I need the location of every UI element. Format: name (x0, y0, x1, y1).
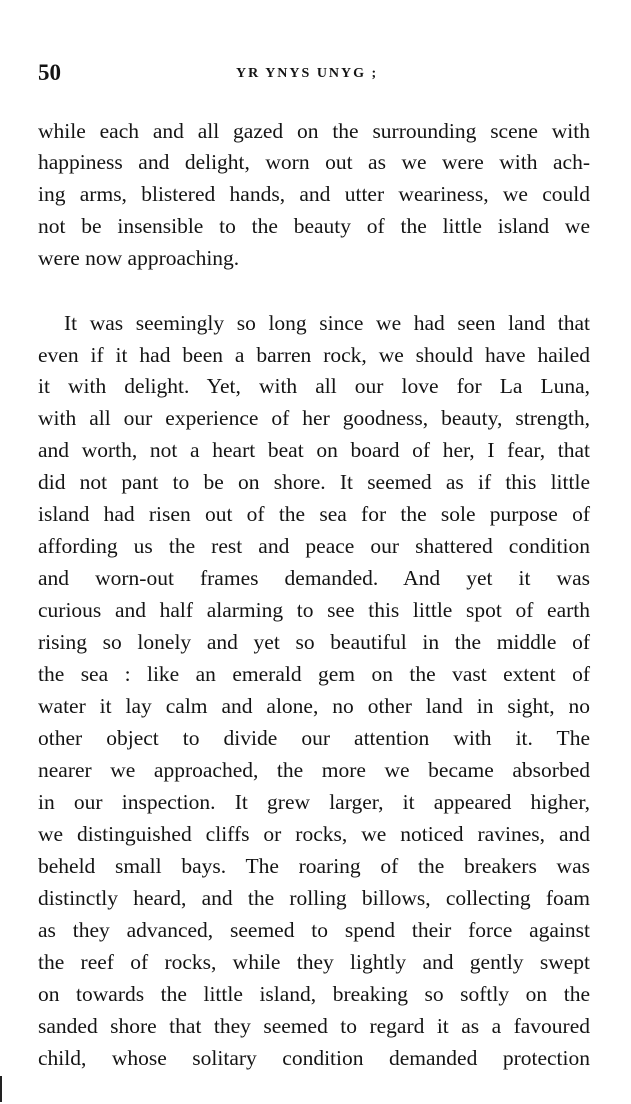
text-line: did not pant to be on shore. It seemed as if this little (38, 470, 590, 494)
text-line: ing arms, blistered hands, and utter weariness, we could (38, 182, 590, 206)
text-line: the reef of rocks, while they lightly and gently swept (38, 950, 590, 974)
text-line: child, whose solitary condition demanded protection (38, 1046, 590, 1070)
text-line: happiness and delight, worn out as we were with ach- (38, 150, 590, 174)
text-line: It was seemingly so long since we had seen land that (64, 311, 590, 335)
scan-margin-mark (0, 1076, 2, 1102)
text-line: distinctly heard, and the rolling billows, collecting foam (38, 886, 590, 910)
text-line: while each and all gazed on the surrounding scene with (38, 119, 590, 143)
text-line: with all our experience of her goodness, beauty, strength, (38, 406, 590, 430)
text-line: we distinguished cliffs or rocks, we noticed ravines, and (38, 822, 590, 846)
page-header (38, 58, 593, 92)
text-line: other object to divide our attention with it. The (38, 726, 590, 750)
text-line: and worn-out frames demanded. And yet it was (38, 566, 590, 590)
text-line: water it lay calm and alone, no other land in sight, no (38, 694, 590, 718)
text-line: island had risen out of the sea for the sole purpose of (38, 502, 590, 526)
text-line: curious and half alarming to see this little spot of earth (38, 598, 590, 622)
text-line: the sea : like an emerald gem on the vast extent of (38, 662, 590, 686)
running-head: YR YNYS UNYG ; (236, 66, 379, 81)
text-line: not be insensible to the beauty of the little island we (38, 214, 590, 238)
text-line: rising so lonely and yet so beautiful in the middle of (38, 630, 590, 654)
text-line: sanded shore that they seemed to regard it as a favoured (38, 1014, 590, 1038)
text-line: in our inspection. It grew larger, it appeared higher, (38, 790, 590, 814)
text-line: even if it had been a barren rock, we should have hailed (38, 343, 590, 367)
text-line: as they advanced, seemed to spend their force against (38, 918, 590, 942)
text-line: affording us the rest and peace our shattered condition (38, 534, 590, 558)
text-line: nearer we approached, the more we became absorbed (38, 758, 590, 782)
text-line: beheld small bays. The roaring of the breakers was (38, 854, 590, 878)
text-line: and worth, not a heart beat on board of her, I fear, that (38, 438, 590, 462)
text-line: on towards the little island, breaking so softly on the (38, 982, 590, 1006)
text-line: it with delight. Yet, with all our love for La Luna, (38, 374, 590, 398)
page-number: 50 (38, 60, 61, 85)
text-line: were now approaching. (38, 246, 240, 270)
